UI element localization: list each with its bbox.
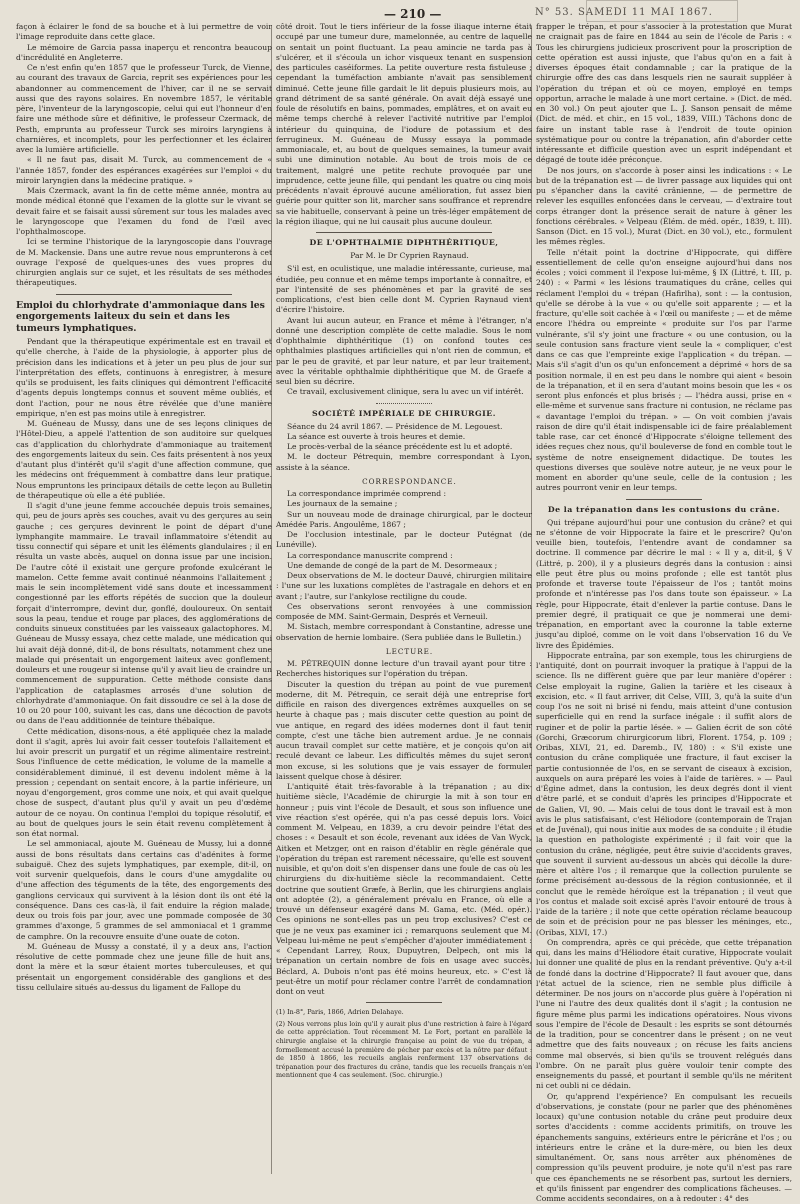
paragraph: Pendant que la thérapeutique expérimentale est en travail et qu'elle cherche, à l'aide de la physiologie, à apporter plus de précision dans les indications et à jeter un peu plus de jour sur l'interprétation des effets, continuons à enregistrer, à mesure qu'ils se produisent, les faits cliniques qui démontrent l'efficacité d'agents depuis longtemps connus et souvent même oubliés, et dont l'action, pour ne nous être révélée que d'une manière empirique, n'en est pas moins utile à enregistrer. [16,337,272,419]
paragraph: Qui trépane aujourd'hui pour une contusion du crâne? et qui ne s'étonne de voir Hippocrate la faire et le prescrire? Qu'on veuille bien, toutefois, l'entendre avant de condamner sa doctrine. Il commence par décrire le mal : « Il y a, dit-il, § V (Littré, p. 200), il y a plusieurs degrés dans la contusion : ainsi elle peut être plus ou moins profonde ; elle est tantôt plus profonde et traverse toute l'épaisseur de l'os ; tantôt moins profonde et n'intéresse pas l'os dans toute son épaisseur. » La règle, pour Hippocrate, était d'enlever la partie contuse. Dans le premier degré, il pratiquait ce que je nommerai une demi-trépanation, en emportant avec la couronne la table externe jusqu'au diploé, comme on le voit dans l'observation 16 du Ve livre des Épidémies. [536,518,792,651]
paragraph: Le mémoire de Garcia passa inaperçu et rencontra beaucoup d'incrédulité en Angleterre. [16,43,272,64]
paragraph: Avant lui aucun auteur, en France et même à l'étranger, n'a donné une description complète de cette maladie. Sous le nom d'ophthalmie diphthéritique (1) on confond toutes ces ophthalmies plastiques artificielles qui n'ont rien de commun, et par le peu de gravité, et par leur nature, et par leur traitement, avec la véritable ophthalmie diphthéritique que M. de Graefe a seul bien su décrire. [276,316,532,388]
paragraph: Ce travail, exclusivement clinique, sera lu avec un vif intérêt. [276,387,532,397]
byline: Par M. le Dr Cyprien Raynaud. [276,251,532,261]
paragraph: « Il ne faut pas, disait M. Turck, au commencement de « l'année 1857, fonder des espérances exagérées sur l'emploi « du miroir laryngien dans la médecine pratique. » [16,155,272,186]
paragraph: Telle n'était point la doctrine d'Hippocrate, qui diffère essentiellement de celle qu'on enseigne aujourd'hui dans nos écoles ; voici comment il l'expose lui-même, § IX (Littré, t. III, p. 240) : « Parmi « les lésions traumatiques du crâne, celles qui réclament l'emploi du « trépan (Hafirlha), sont : — la contusion, qu'elle se dérobe à la vue « ou qu'elle soit apparente ; — et la fracture, qu'elle soit cachée à « l'œil ou manifeste ; — et de même encore l'hédra ou empreinte « produite sur l'os par l'arme vulnérante, s'il s'y joint une fracture « ou une contusion, ou la seule contusion sans fracture vient seule la « compliquer, c'est dans ce cas que l'empreinte exige l'application « du trépan. — Mais s'il s'agit d'un os qu'un enfoncement a déprimé « hors de sa position normale, il en est peu dans le nombre qui aient « besoin de la trépanation, et il en sera d'autant moins besoin que les « os seront plus enfoncés et plus brisés ; — l'hédra aussi, prise en « elle-même et survenue sans fracture ni contusion, ne réclame pas « davantage l'emploi du trépan. » — On voit combien j'avais raison de dire qu'il était indispensable ici de faire préalablement table rase, car cet énoncé d'Hippocrate s'éloigne tellement des idées reçues chez nous, qu'il bouleverse de fond en comble tout le système de notre enseignement didactique. De toutes les questions diverses que soulève notre auteur, je ne veux pour le moment en aborder qu'une seule, celle de la contusion ; les autres pourront venir en leur temps. [536,248,792,494]
paragraph: De nos jours, on s'accorde à poser ainsi les indications : « Le but de la trépanation est — de livrer passage aux liquides qui ont pu s'épancher dans la cavité crânienne, — de permettre de relever les esquilles enfoncées dans le cerveau, — d'extraire tout corps étranger dont la présence serait de nature à gêner les fonctions cérébrales. » Velpeau (Élém. de méd. opér., 1839, t. III). Sanson (Dict. en 15 vol.), Murat (Dict. en 30 vol.), etc., formulent les mêmes règles. [536,166,792,248]
paragraph: M. PÉTREQUIN donne lecture d'un travail ayant pour titre : Recherches historiques sur l'opération du trépan. [276,659,532,680]
paragraph: On comprendra, après ce qui précède, que cette trépanation qui, dans les mains d'Héliodore était curative, Hippocrate voulait lui donner une qualité de plus en la rendant préventive. Qu'y a-t-il de fondé dans la doctrine d'Hippocrate? Il faut avouer que, dans l'état actuel de la science, rien ne semble plus difficile à déterminer. De nos jours on n'accorde plus guère à l'opération ni l'une ni l'autre des deux qualités dont il s'agit ; la contusion ne figure même plus parmi les indications opératoires. Nous vivons sous l'empire de l'école de Desault : les esprits se sont détournés de la tradition, pour se concentrer dans le présent ; on ne veut admettre que des faits nouveaux ; on récuse les faits anciens comme mal observés, si bien qu'ils se trouvent relégués dans l'ombre. On ne paraît plus guère vouloir tenir compte des enseignements du passé, et pourtant il semble qu'ils ne méritent ni cet oubli ni ce dédain. [536,938,792,1092]
paragraph: Ce n'est enfin qu'en 1857 que le professeur Turck, de Vienne, au courant des travaux de Garcia, reprit ses expériences pour les abandonner au commencement de l'hiver, car il ne se servait aussi que des rayons solaires. En novembre 1857, le véritable père, l'inventeur de la laryngoscopie, celui qui eut l'honneur d'en faire une méthode sûre et définitive, le professeur Czermack, de Pesth, emprunta au professeur Turck ses miroirs laryngiens à charnières, et incomplets, pour les perfectionner et les éclairer avec la lumière artificielle. [16,63,272,155]
paragraph: M. Guéneau de Mussy, dans une de ses leçons cliniques de l'Hôtel-Dieu, a appelé l'attention de son auditoire sur quelques cas d'application du chlorhydrate d'ammoniaque au traitement des engorgements laiteux du sein. Ces faits présentent à nos yeux d'autant plus d'intérêt qu'il s'agit d'une affection commune, que les médecins ont fréquemment à combattre dans leur pratique. Nous empruntons les principaux détails de cette leçon au Bulletin de thérapeutique où elle a été publiée. [16,419,272,501]
section-rule [626,499,702,500]
section-label: LECTURE. [276,647,532,657]
section-heading: De la trépanation dans les contusions du crâne. [536,505,792,515]
paragraph: côté droit. Tout le tiers inférieur de la fosse iliaque interne était occupé par une tumeur dure, mamelonnée, au centre de laquelle on sentait un point fluctuant. La peau amincie ne tarda pas à s'ulcérer, et il s'écoula un ichor visqueux tenant en suspension des particules caséiformes. La petite ouverture resta fistuleuse ; cependant la tuméfaction ambiante n'avait pas sensiblement diminué. Cette jeune fille gardait le lit depuis plusieurs mois, au grand détriment de sa santé générale. On avait déjà essayé une foule de résolutifs en bains, pommades, emplâtres, et on avait eu même temps cherché à relever l'activité nutritive par l'emploi intérieur du quinquina, de l'iodure de potassium et des ferrugineux. M. Guéneau de Mussy essaya la pommade ammoniacale, et, au bout de quelques semaines, la tumeur avait subi une diminution notable. Au bout de trois mois de ce traitement, malgré une petite rechute provoquée par une imprudence, cette jeune fille, qui pendant les quatre ou cinq mois précédents n'avait éprouvé aucune amélioration, fut assez bien guérie pour quitter son lit, marcher sans souffrance et reprendre sa vie habituelle, conservant à peine un très-léger empâtement de la région iliaque, qui ne lui causait plus aucune douleur. [276,22,532,227]
paragraph: Ces observations seront renvoyées à une commission composée de MM. Saint-Germain, Després et Verneuil. [276,602,532,623]
section-heading: SOCIÉTÉ IMPÉRIALE DE CHIRURGIE. [276,409,532,419]
paragraph: La séance est ouverte à trois heures et demie. [276,432,532,442]
footnote-text: (2) Nous verrons plus loin qu'il y aurait plus d'une restriction à faire à l'égard de cette appréciation. Tout récemment M. Le Fort, portant en parallèle la chirurgie anglaise et la chirurgie française au point de vue du trépan, a formellement accusé la première de pécher par excès et la nôtre par défaut : de 1850 à 1866, les recueils anglais renferment 137 observations de trépanation pour des fractures du crâne, tandis que les recueils français n'en mentionnent que 4 cas seulement. (Soc. chirurgie.) [276,1020,532,1080]
paragraph: De l'occlusion intestinale, par le docteur Putégnat (de Lunéville). [276,530,532,551]
footnote [276,1008,532,1017]
footnote [276,1020,532,1080]
section-label: CORRESPONDANCE. [276,477,532,487]
paragraph: Or, qu'apprend l'expérience? En compulsant les recueils d'observations, je constate (pour ne parler que des phénomènes locaux) qu'une contusion notable du crâne peut produire deux sortes d'accidents : comme accidents primitifs, on trouve les épanchements sanguins, extérieurs entre le péricrâne et l'os ; ou intérieurs entre le crâne et la dure-mère, ou bien les deux simultanément. Or, sans nous arrêter aux phénomènes de compression qu'ils peuvent produire, je note qu'il n'est pas rare que ces épanchements ne se résorbent pas, surtout les derniers, et qu'ils finissent par engendrer des complications fâcheuses. — Comme accidents secondaires, on a à redouter : 4° des [536,1092,792,1204]
column-middle [276,22,532,1172]
paragraph: La correspondance imprimée comprend : [276,489,532,499]
paragraph: Il s'agit d'une jeune femme accouchée depuis trois semaines, qui, peu de jours après ses couches, avait vu des gerçures au sein gauche ; ces gerçures devinrent le point de départ d'une lymphangite mammaire. Le travail inflammatoire s'étendit au tissu connectif qui sépare et unit les éléments glandulaires ; il en résulta un vaste abcès, auquel on donna issue par une incision. De l'autre côté il existait une gerçure profonde exulcérant le mamelon. Cette femme avait continué néanmoins l'allaitement ; mais le sein incomplètement vidé sans doute et incessamment congestionné par les efforts répétés de succion que la douleur forçait d'interrompre, devint dur, gonflé, douloureux. On sentait sous la peau, tendue et rouge par places, des agglomérations de conduits sinueux constituées par les vaisseaux galactophores. M. Guéneau de Mussy essaya, chez cette malade, une médication qui lui avait déjà donné, dit-il, de bons résultats, notamment chez une malade qui présentait un engorgement laiteux avec gonflement, douleurs et une rougeur si intense qu'il y avait lieu de craindre un commencement de suppuration. Cette méthode consiste dans l'application de cataplasmes arrosés d'une solution de chlorhydrate d'ammoniaque. On fait dissoudre ce sel à la dose de 10 ou 20 pour 100, suivant les cas, dans une décoction de pavots ou dans de l'eau additionnée de teinture thébaïque. [16,501,272,727]
paragraph: Le sel ammoniacal, ajoute M. Guéneau de Mussy, lui a donné aussi de bons résultats dans certains cas d'adénites à forme subaiguë. Chez des sujets lymphatiques, par exemple, dit-il, on voit survenir quelquefois, dans le cours d'une amygdalite ou d'une affection des téguments de la tête, des engorgements des ganglions cervicaux qui survivent à la lésion dont ils ont été la conséquence. Dans ces cas-là, il fait enduire la région malade, deux ou trois fois par jour, avec une pommade composée de 30 grammes d'axonge, 5 grammes de sel ammoniacal et 1 gramme de camphre. On la recouvre ensuite d'une ouate de coton. [16,839,272,942]
paragraph: La correspondance manuscrite comprend : [276,551,532,561]
column-left [16,22,272,1172]
section-rule [56,294,232,295]
paragraph: Ici se termine l'historique de la laryngoscopie dans l'ouvrage de M. Mackensie. Dans une autre revue nous emprunterons à cet ouvrage l'exposé de quelques-unes des vues propres du chirurgien anglais sur ce sujet, et les résultats de ses méthodes thérapeutiques. [16,237,272,288]
section-heading: DE L'OPHTHALMIE DIPHTHÉRITIQUE, [276,238,532,248]
paragraph: Les journaux de la semaine ; [276,499,532,509]
paragraph: Séance du 24 avril 1867. — Présidence de M. Legouest. [276,422,532,432]
paragraph: Hippocrate entraîna, par son exemple, tous les chirurgiens de l'antiquité, dont on pourrait invoquer la pratique à l'appui de la science. Ils ne diffèrent guère que par leur manière d'opérer : Celse employait la rugine, Galien la tarière et les ciseaux à excision, etc. « Il faut arriver, dit Celse, VIII, 3, qu'à la suite d'un coup l'os ne soit ni brisé ni fendu, mais atteint d'une contusion superficielle qui en rend la surface inégale : il suffit alors de ruginer et de polir la partie lésée. » — Galien écrit de son côté (Gorchi, Græcorum chirurgicorum libri, Florent. 1754, p. 109 ; Oribas, XLVI, 21, ed. Daremb., IV, 180) : « S'il existe une contusion du crâne compliquée une fracture, il faut exciser la partie contusionnée de l'os, en se servant de ciseaux à excision, auxquels on aura préparé les voies à l'aide de tarières. » — Paul d'Égine admet, dans la contusion, les deux degrés dont il vient d'être parlé, et se conduit d'après les principes d'Hippocrate et de Galien, VI, 90. — Mais celui de tous dont le travail est à mon avis le plus satisfaisant, c'est Héliodore (contemporain de Trajan et de Juvénal), qui nous initie aux modes de sa conduite ; il étudie la question en pathologiste expérimenté ; il fait voir que la contusion du crâne, négligée, peut être suivie d'accidents graves, que souvent il survient au-dessous un abcès qui décolle la dure-mère et altère l'os ; il remarque que la collection purulente se forme précisément au-dessous de la région contusionnée, et il conclut que le remède héroïque est la trépanation ; il veut que l'os contus et malade soit excisé après l'avoir entouré de trous à l'aide de la tarière ; il note que cette opération réclame beaucoup de soin et de précision pour ne pas blesser les méninges, etc., (Oribas, XLVI, 17.) [536,651,792,938]
article-title: Emploi du chlorhydrate d'ammoniaque dans les engorgements laiteux du sein et dans les tumeurs lymphatiques. [16,300,272,335]
running-head: N° 53. SAMEDI 11 MAI 1867. [535,7,713,18]
paragraph: Deux observations de M. le docteur Dauvé, chirurgien militaire : l'une sur les luxations complètes de l'astragale en dehors et en avant ; l'autre, sur l'ankylose rectiligne du coude. [276,571,532,602]
column-right [536,22,792,1172]
paragraph: façon à éclairer le fond de sa bouche et à lui permettre de voir l'image reproduite dans cette glace. [16,22,272,43]
section-rule [366,1002,442,1003]
footnote-text: (1) In-8°, Paris, 1866, Adrien Delahaye. [276,1008,532,1017]
paragraph: Une demande de congé de la part de M. Desormeaux ; [276,561,532,571]
page-header [0,4,800,24]
page-number: — 210 — [384,7,441,21]
paragraph: frapper le trépan, et pour s'associer à la protestation que Murat ne craignait pas de faire en 1844 au sein de l'école de Paris : « Tous les chirurgiens judicieux proscrivent pour la proscription de cette opération est aussi injuste, que l'abus qu'on en a fait à diverses époques était condamnable ; car la pratique de la chirurgie offre des cas dans lesquels rien ne saurait suppléer à l'opération du trépan et où ce moyen, employé en temps opportun, arrache le malade à une mort certaine. » (Dict. de méd. en 30 vol.) On peut ajouter que L. J. Sanson pensait de même (Dict. de méd. et chir., en 15 vol., 1839, VIII.) Tâchons donc de faire un instant table rase à l'endroit de toute opinion systématique pour ou contre la trépanation, afin d'aborder cette intéressante et difficile question avec un esprit indépendant et dégagé de toute idée préconçue. [536,22,792,166]
paragraph: M. le docteur Pétrequin, membre correspondant à Lyon, assiste à la séance. [276,452,532,473]
paragraph: Cette médication, disons-nous, a été appliquée chez la malade dont il s'agit, après lui avoir fait cesser toutefois l'allaitement et lui avoir prescrit un purgatif et un régime alimentaire restreint. Sous l'influence de cette médication, le volume de la mamelle a considérablement diminué, il est devenu indolent même à la pression ; cependant on sentait encore, à la partie inférieure, un noyau d'engorgement, gros comme une noix, et qui avait quelque chose de suspect, d'autant plus qu'il y avait un peu d'œdème autour de ce noyau. On continua l'emploi du topique résolutif, et au bout de quelques jours le sein était revenu complètement à son état normal. [16,727,272,840]
section-rule [316,232,492,233]
paragraph: M. Sistach, membre correspondant à Constantine, adresse une observation de hernie lombaire. (Sera publiée dans le Bulletin.) [276,622,532,643]
paragraph: Sur un nouveau mode de drainage chirurgical, par le docteur Amédée Paris. Angoulême, 1867 ; [276,510,532,531]
paragraph: Le procès-verbal de la séance précédente est lu et adopté. [276,442,532,452]
paragraph: S'il est, en oculistique, une maladie intéressante, curieuse, mal étudiée, peu connue et en même temps importante à connaître, et par l'intensité de ses phénomènes et par la gravité de ses complications, c'est bien celle dont M. Cyprien Raynaud vient d'écrire l'histoire. [276,264,532,315]
paragraph: L'antiquité était très-favorable à la trépanation ; au dix-huitième siècle, l'Académie de chirurgie la mit à son tour en honneur ; puis vint l'école de Desault, et sous son influence une vive réaction s'est opérée, qui n'a pas cessé depuis lors. Voici comment M. Velpeau, en 1839, a cru devoir peindre l'état des choses : « Desault et son école, revenant aux idées de Van Wyck, Aitken et Metzger, ont en raison d'établir en règle générale que l'opération du trépan est rarement nécessaire, qu'elle est souvent nuisible, et qu'on doit s'en dispenser dans une foule de cas où les chirurgiens du dix-huitième siècle la recommandaient. Cette doctrine que soutient Græfe, à Berlin, que les chirurgiens anglais ont adoptée (2), a généralement prévalu en France, où elle a trouvé un défenseur exagéré dans M. Gama, etc. (Méd. opér.). Ces opinions ne sont-elles pas un peu trop exclusives? C'est ce que je ne veux pas examiner ici ; remarquons seulement que M. Velpeau lui-même ne peut s'empêcher d'ajouter immédiatement : « Cependant Larrey, Roux, Dupuytren, Delpech, ont mis la trépanation un certain nombre de fois en usage avec succès, Béclard, A. Dubois n'ont pas été moins heureux, etc. » C'est là peut-être un motif pour réclamer contre l'arrêt de condamnation dont on veut [276,782,532,997]
section-rule [376,403,432,404]
paragraph: Discuter la question du trépan au point de vue purement moderne, dit M. Pétrequin, ce serait déjà une entreprise fort difficile en raison des divergences extrêmes auxquelles on se heurte à chaque pas ; mais discuter cette question au point de vue antique, en regard des idées modernes dont il faut tenir compte, c'est une tâche bien autrement ardue. Je ne connais aucun travail complet sur cette matière, et je conçois qu'on ait reculé devant ce labeur. Les difficultés mêmes du sujet seront mon excuse, si les solutions que je vais essayer de formuler laissent quelque chose à désirer. [276,680,532,783]
paragraph: Mais Czermack, avant la fin de cette même année, montra au monde médical étonné que l'examen de la glotte sur le vivant se devait faire et se faisait aussi sûrement sur tous les malades avec le laryngoscope que l'examen du fond de l'œil avec l'ophthalmoscope. [16,186,272,237]
paragraph: M. Guéneau de Mussy a constaté, il y a deux ans, l'action résolutive de cette pommade chez une jeune fille de huit ans, dont la mère et la sœur étaient mortes tuberculeuses, et qui présentait un engorgement considérable des ganglions et des tissu cellulaire situés au-dessus du ligament de Fallope du [16,942,272,993]
